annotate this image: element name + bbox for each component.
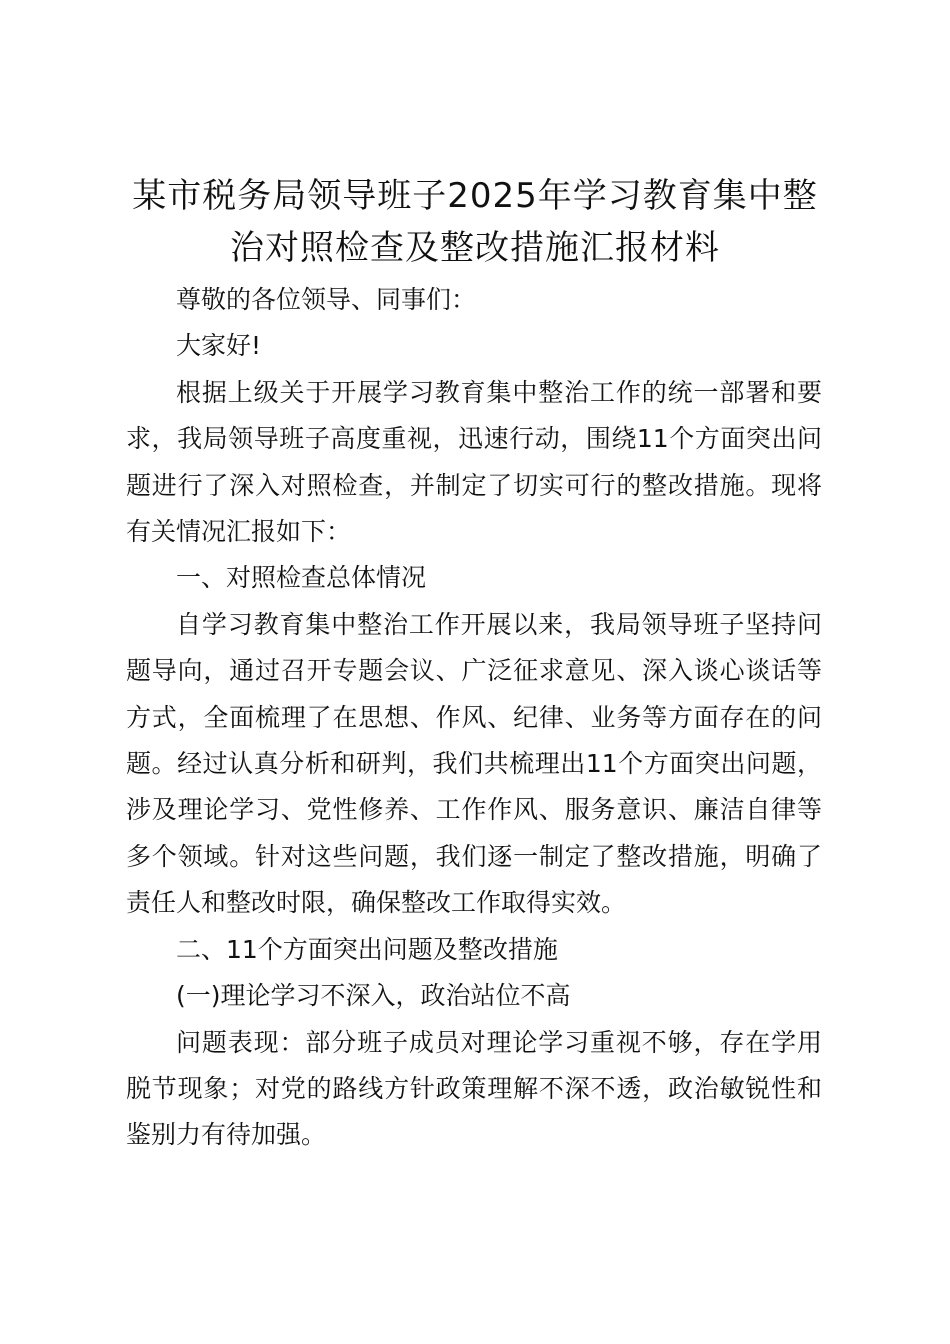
problem-paragraph: 问题表现：部分班子成员对理论学习重视不够，存在学用脱节现象；对党的路线方针政策理解不深不透，政治敏锐性和鉴别力有待加强。 xyxy=(126,1027,822,1150)
document-body xyxy=(126,277,822,1159)
salutation: 尊敬的各位领导、同事们： xyxy=(176,285,477,314)
document-title: 某市税务局领导班子2025年学习教育集中整治对照检查及整改措施汇报材料 xyxy=(132,176,818,268)
intro-paragraph: 根据上级关于开展学习教育集中整治工作的统一部署和要求，我局领导班子高度重视，迅速行动，围绕11个方面突出问题进行了深入对照检查，并制定了切实可行的整改措施。现将有关情况汇报如下： xyxy=(126,377,822,547)
subsection-heading-1: (一)理论学习不深入，政治站位不高 xyxy=(176,981,571,1011)
section-heading-2: 二、11个方面突出问题及整改措施 xyxy=(176,934,558,964)
overview-paragraph: 自学习教育集中整治工作开展以来，我局领导班子坚持问题导向，通过召开专题会议、广泛征求意见、深入谈心谈话等方式，全面梳理了在思想、作风、纪律、业务等方面存在的问题。经过认真分析和研判，我们共梳理出11个方面突出问题，涉及理论学习、党性修养、工作作风、服务意识、廉洁自律等多个领域。针对这些问题，我们逐一制定了整改措施，明确了责任人和整改时限，确保整改工作取得实效。 xyxy=(126,609,822,918)
section-heading-1: 一、对照检查总体情况 xyxy=(176,563,427,593)
greeting: 大家好! xyxy=(176,331,262,361)
